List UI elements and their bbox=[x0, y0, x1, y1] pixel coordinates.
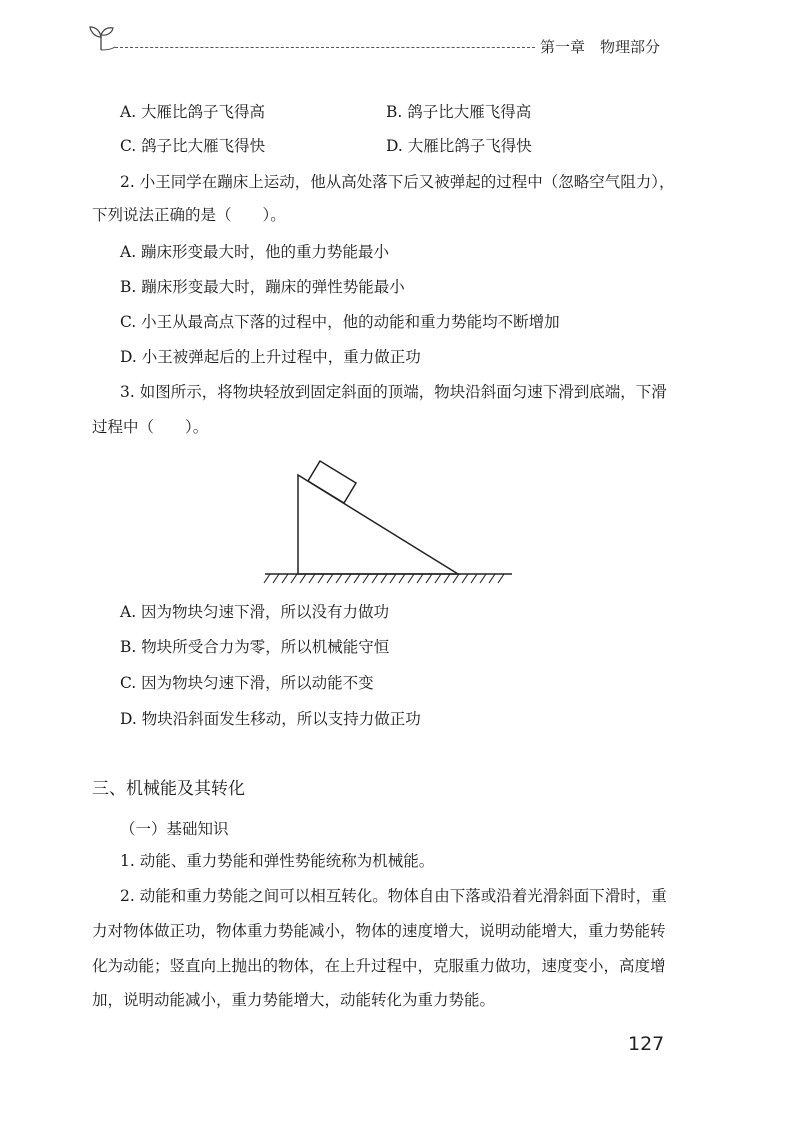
q1-option-b: B. 鸽子比大雁飞得高 bbox=[386, 103, 532, 121]
section-heading: 三、机械能及其转化 bbox=[92, 779, 245, 799]
q2-stem-line2: 下列说法正确的是（ ）。 bbox=[92, 206, 286, 224]
page-number: 127 bbox=[628, 1033, 665, 1055]
q3-stem-line1: 3. 如图所示，将物块轻放到固定斜面的顶端，物块沿斜面匀速下滑到底端，下滑 bbox=[120, 383, 667, 401]
q1-option-d: D. 大雁比鸽子飞得快 bbox=[386, 137, 532, 155]
section-item1: 1. 动能、重力势能和弹性势能统称为机械能。 bbox=[120, 852, 435, 870]
q2-stem-line1: 2. 小王同学在蹦床上运动，他从高处落下后又被弹起的过程中（忽略空气阻力）， bbox=[120, 173, 675, 191]
q3-stem-line2: 过程中（ ）。 bbox=[92, 418, 209, 436]
q1-option-c: C. 鸽子比大雁飞得快 bbox=[120, 137, 266, 155]
sprout-icon bbox=[86, 22, 116, 52]
chapter-title: 第一章 物理部分 bbox=[540, 38, 661, 56]
section-item2-line4: 加，说明动能减小，重力势能增大，动能转化为重力势能。 bbox=[92, 991, 496, 1009]
q3-option-b: B. 物块所受合力为零，所以机械能守恒 bbox=[120, 638, 390, 656]
q2-option-d: D. 小王被弹起后的上升过程中，重力做正功 bbox=[120, 348, 421, 366]
q1-option-a: A. 大雁比鸽子飞得高 bbox=[120, 103, 266, 121]
incline-diagram bbox=[260, 455, 520, 585]
header-rule bbox=[115, 47, 535, 48]
q3-option-c: C. 因为物块匀速下滑，所以动能不变 bbox=[120, 674, 374, 692]
q2-option-a: A. 蹦床形变最大时，他的重力势能最小 bbox=[120, 243, 390, 261]
q3-option-a: A. 因为物块匀速下滑，所以没有力做功 bbox=[120, 603, 390, 621]
q3-option-d: D. 物块沿斜面发生移动，所以支持力做正功 bbox=[120, 710, 421, 728]
section-item2-line2: 力对物体做正功，物体重力势能减小，物体的速度增大，说明动能增大，重力势能转 bbox=[92, 922, 666, 940]
section-item2-line3: 化为动能；竖直向上抛出的物体，在上升过程中，克服重力做功，速度变小，高度增 bbox=[92, 957, 666, 975]
ground-hatching bbox=[264, 574, 504, 583]
q2-option-c: C. 小王从最高点下落的过程中，他的动能和重力势能均不断增加 bbox=[120, 313, 560, 331]
section-item2-line1: 2. 动能和重力势能之间可以相互转化。物体自由下落或沿着光滑斜面下滑时，重 bbox=[120, 887, 667, 905]
q2-option-b: B. 蹦床形变最大时，蹦床的弹性势能最小 bbox=[120, 278, 405, 296]
section-subheading: （一）基础知识 bbox=[120, 820, 229, 838]
